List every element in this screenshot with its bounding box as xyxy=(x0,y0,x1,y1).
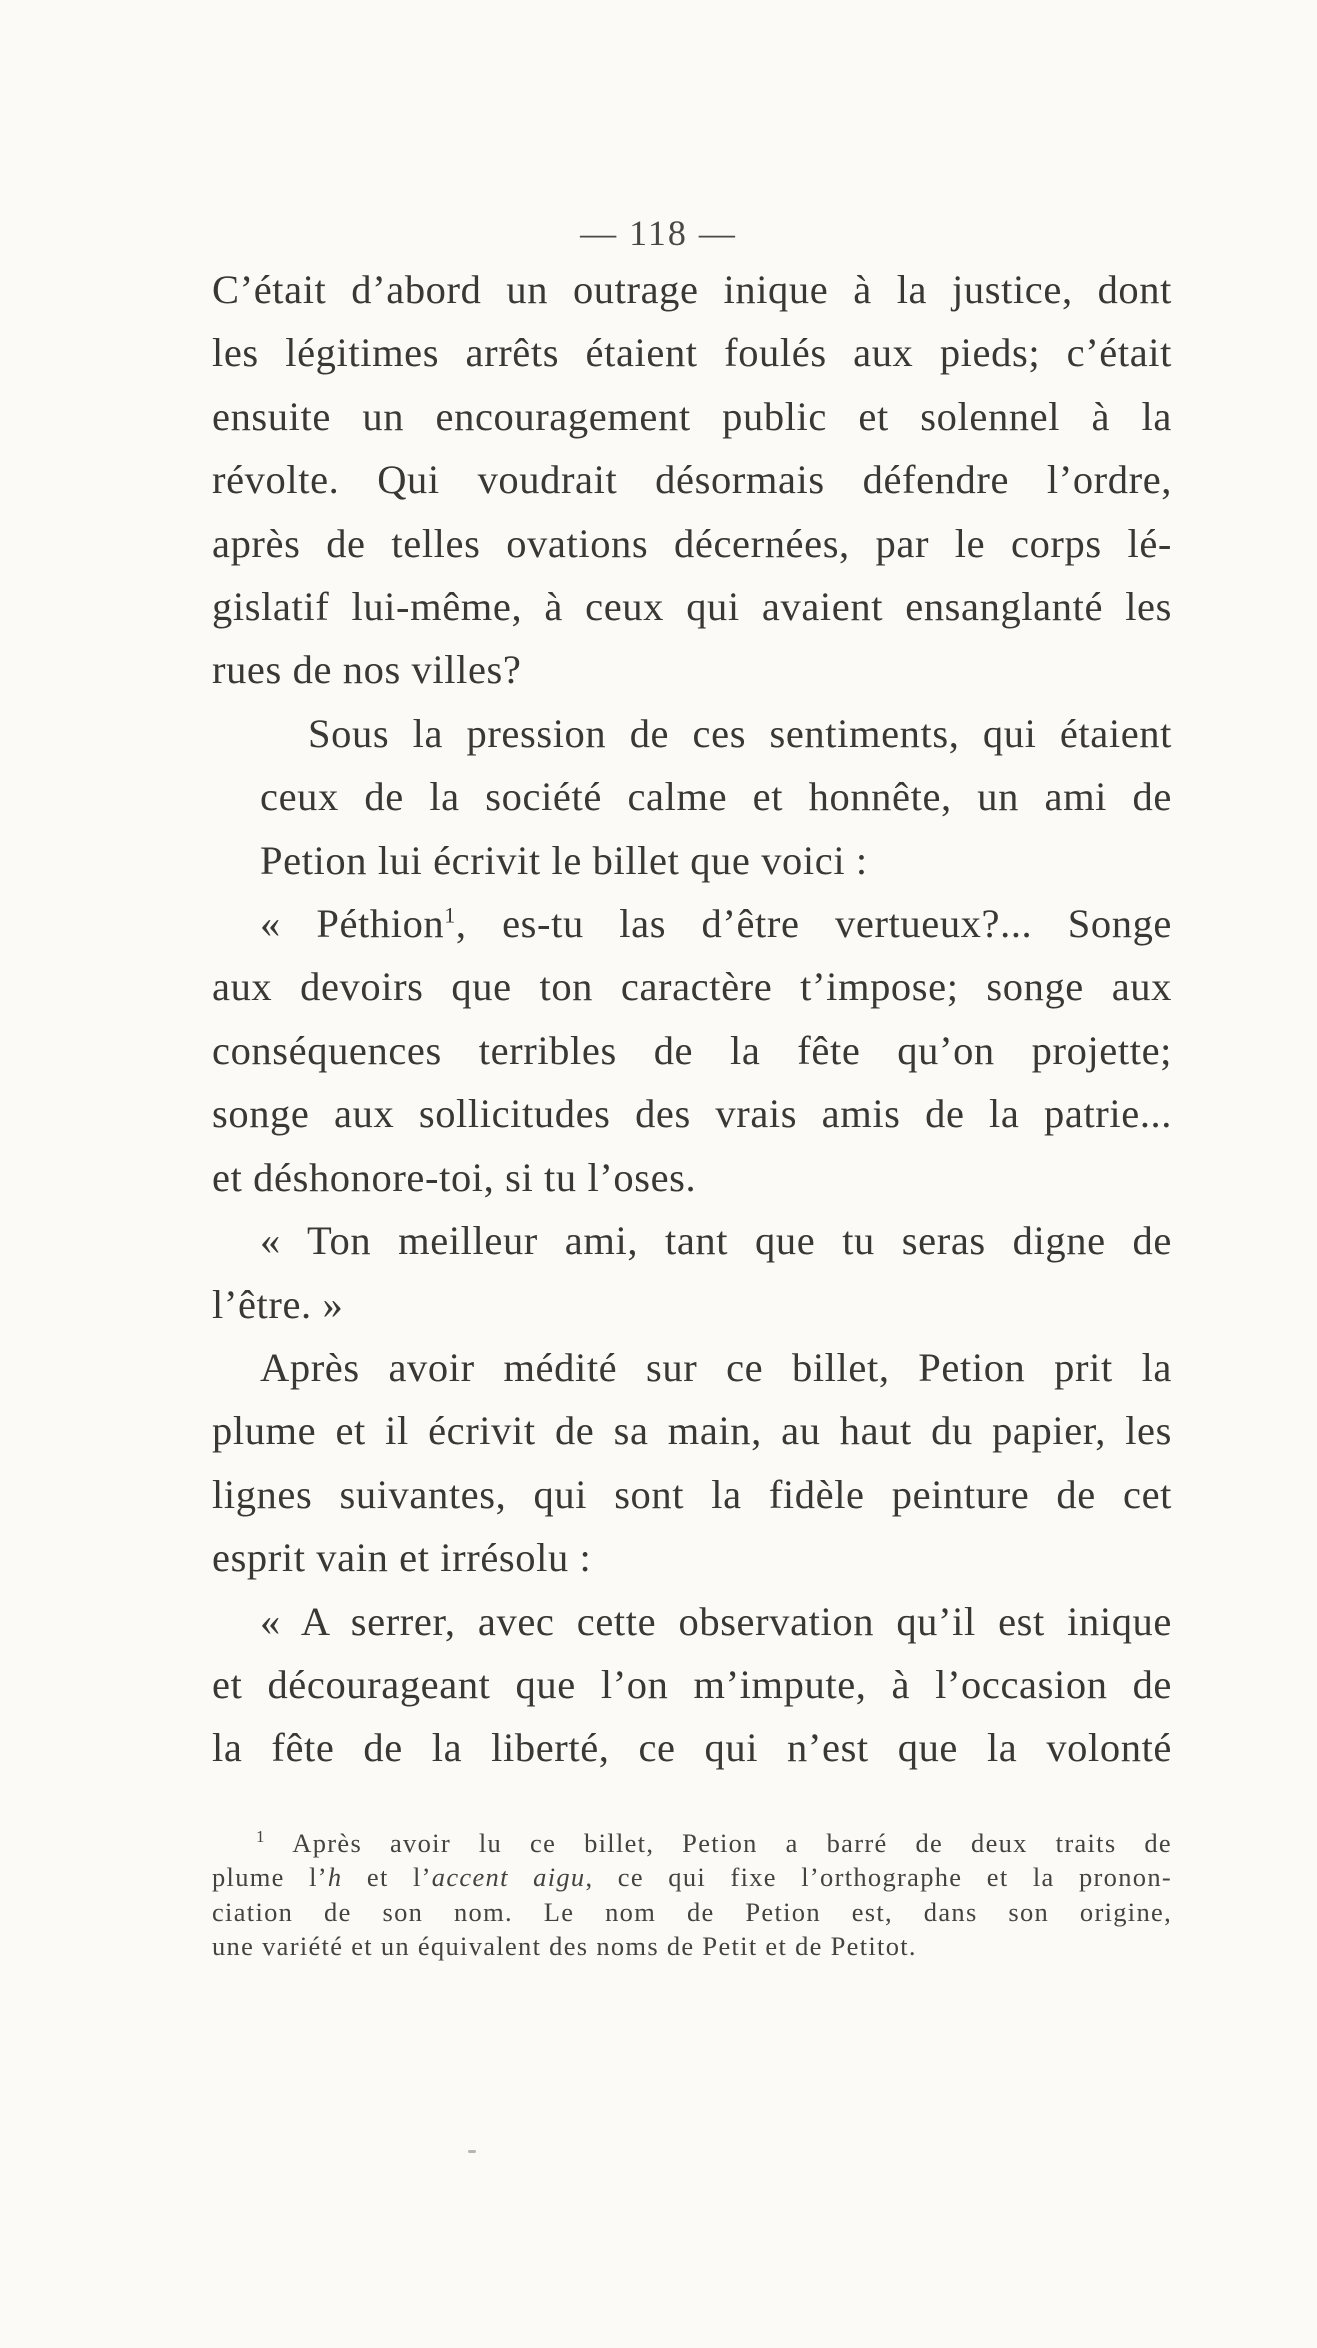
text-line: Petion lui écrivit le billet que voici : xyxy=(260,837,868,883)
footnote-italic: accent aigu xyxy=(431,1862,586,1893)
footnote-text: et l’ xyxy=(342,1862,432,1893)
quoted-letter xyxy=(212,892,1172,1209)
footnote-line: une variété et un équivalent des noms de Petit et de Petitot. xyxy=(212,1931,917,1962)
text-line: Sous la pression de ces sentiments, qui étaient xyxy=(308,710,1172,756)
text-line: C’était d’abord un outrage inique à la justice, dont xyxy=(212,267,1172,312)
body-text xyxy=(212,258,1172,1780)
text-line: ceux de la société calme et honnête, un ami de xyxy=(260,774,1172,820)
text-line: plume et il écrivit de sa main, au haut du papier, les xyxy=(212,1408,1172,1454)
text-line: l’être. » xyxy=(212,1281,344,1327)
text-line: lignes suivantes, qui sont la fidèle peinture de cet xyxy=(212,1471,1172,1517)
text-line: songe aux sollicitudes des vrais amis de la patrie... xyxy=(212,1091,1172,1137)
paragraph xyxy=(212,258,1172,702)
page-number: — 118 — xyxy=(580,213,737,253)
text-line: rues de nos villes? xyxy=(212,647,522,693)
text-line: « Ton meilleur ami, tant que tu seras digne de xyxy=(260,1218,1172,1264)
text-line: conséquences terribles de la fête qu’on projette; xyxy=(212,1027,1172,1073)
footnote-text: Après avoir lu ce billet, Petion a barré de deux traits de xyxy=(292,1828,1172,1858)
text-line: les légitimes arrêts étaient foulés aux pieds; c’était xyxy=(212,330,1172,376)
footnote-line xyxy=(212,1860,1172,1894)
footnote-text: , ce qui fixe l’orthographe et la pronon- xyxy=(585,1862,1172,1893)
text-line: après de telles ovations décernées, par le corps lé- xyxy=(212,520,1172,566)
footnote-italic: h xyxy=(327,1862,343,1893)
paper-speck xyxy=(468,2150,476,2153)
footnote-marker: 1 xyxy=(256,1827,266,1847)
paragraph xyxy=(212,702,1172,892)
text-line: et décourageant que l’on m’impute, à l’occasion de xyxy=(212,1661,1172,1707)
paragraph xyxy=(212,1336,1172,1590)
text-line: « A serrer, avec cette observation qu’il est inique xyxy=(260,1598,1172,1644)
text-line: et déshonore-toi, si tu l’oses. xyxy=(212,1154,697,1200)
quoted-note xyxy=(212,1590,1172,1780)
text-line: révolte. Qui voudrait désormais défendre l’ordre, xyxy=(212,457,1172,503)
text-line: aux devoirs que ton caractère t’impose; songe aux xyxy=(212,964,1172,1010)
text-line: Après avoir médité sur ce billet, Petion prit la xyxy=(260,1344,1172,1390)
letter-signature xyxy=(212,1209,1172,1336)
text-line: ensuite un encouragement public et solennel à la xyxy=(212,393,1172,439)
quote-opening: « Péthion xyxy=(260,901,445,947)
footnote-text: plume l’ xyxy=(212,1862,328,1893)
quote-continuation: , es-tu las d’être vertueux?... Songe xyxy=(455,901,1172,947)
footnote-line: ciation de son nom. Le nom de Petion est, dans son origine, xyxy=(212,1896,1172,1927)
text-line: esprit vain et irrésolu : xyxy=(212,1535,592,1581)
text-line: gislatif lui-même, à ceux qui avaient ensanglanté les xyxy=(212,584,1172,630)
text-line xyxy=(212,892,1172,955)
footnote xyxy=(212,1826,1172,1964)
footnote-line xyxy=(212,1826,1172,1860)
footnote-reference: 1 xyxy=(444,902,456,928)
text-line: la fête de la liberté, ce qui n’est que la volonté xyxy=(212,1725,1172,1771)
